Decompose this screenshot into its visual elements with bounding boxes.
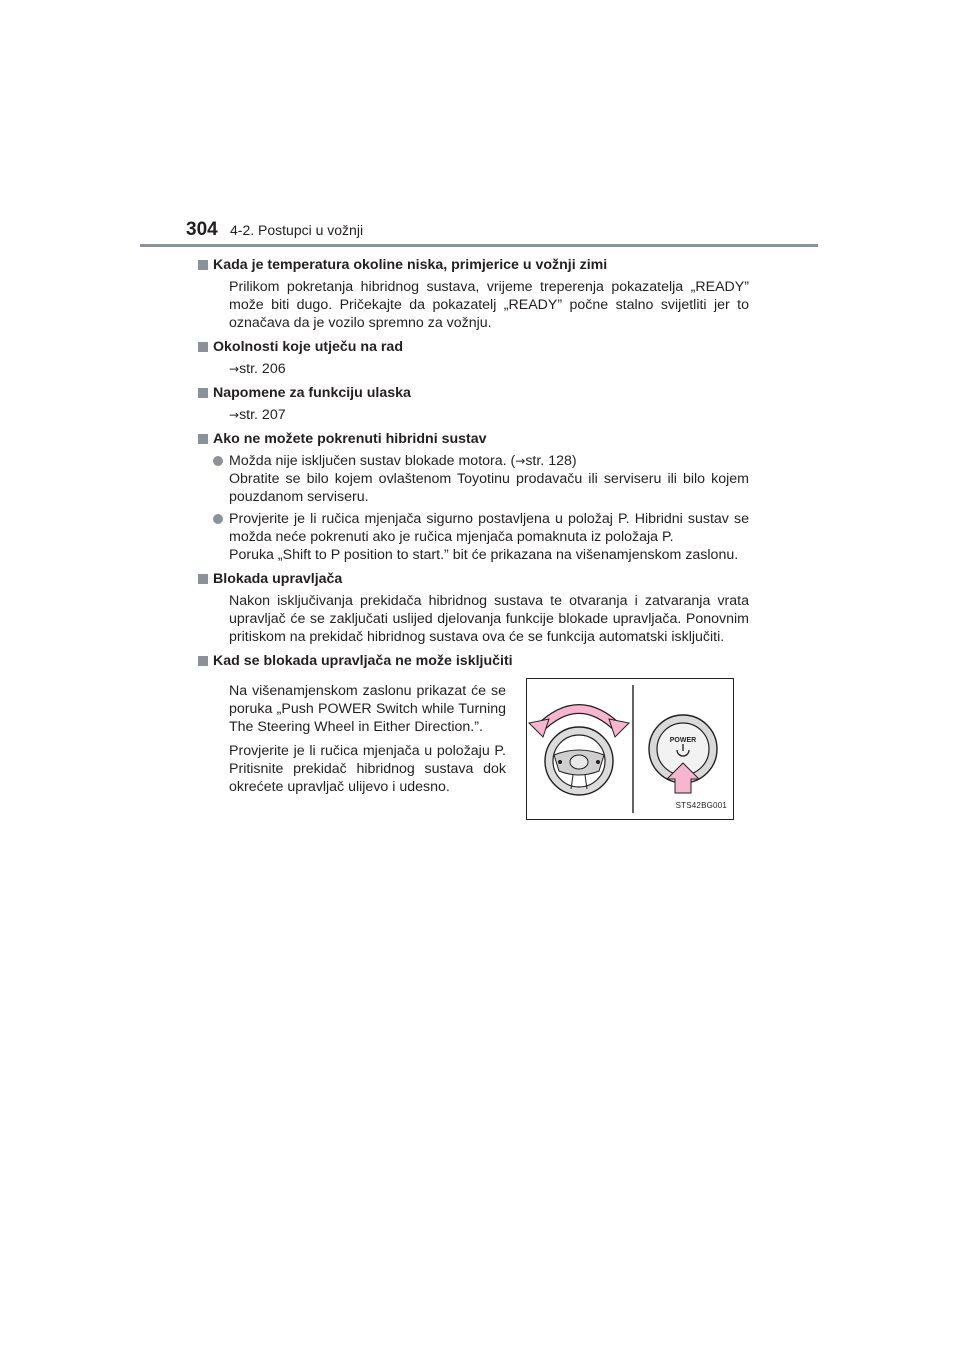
square-bullet-icon [198,342,208,352]
page-reference: →str. 206 [229,361,286,377]
page-number: 304 [186,219,218,240]
section-body-with-figure [213,674,749,824]
figure-code: STS42BG001 [675,801,727,810]
square-bullet-icon [198,388,208,398]
section-body: Na višenamjenskom zaslonu prikazat će se poruka „Push POWER Switch while Turning The Steering Wheel in Either Direction.”. Provjerite je li ručica mjenjača u položaju P. Pritisnite prekidač hibridnog sustava dok okrećete upravljač ulijevo i udesno. [229,683,506,795]
bullet-list [213,452,749,564]
page-reference: →str. 207 [229,407,286,423]
section-heading: Okolnosti koje utječu na rad [213,338,749,356]
power-label: POWER [669,737,697,744]
square-bullet-icon [198,434,208,444]
section-body: Prilikom pokretanja hibridnog sustava, vrijeme treperenja pokazatelja „READY” može biti dugo. Pričekajte da pokazatelj „READY” počne stalno svijetliti jer to označava da je vozilo spremno za vožnju. [229,279,749,331]
round-bullet-icon [213,514,223,524]
square-bullet-icon [198,260,208,270]
arrow-right-icon: → [515,454,526,468]
arrow-right-icon: → [229,408,240,422]
section-heading: Ako ne možete pokrenuti hibridni sustav [213,430,749,448]
list-item: Možda nije isključen sustav blokade motora. (→str. 128) Obratite se bilo kojem ovlaštenom Toyotinu prodavaču ili serviseru ili bilo kojem pouzdanom serviseru. [213,452,749,506]
section-title: 4-2. Postupci u vožnji [230,222,364,238]
section-heading: Blokada upravljača [213,570,749,588]
list-item: Provjerite je li ručica mjenjača sigurno postavljena u položaj P. Hibridni sustav se možda neće pokrenuti ako je ručica mjenjača pomaknuta iz položaja P. Poruka „Shift to P position to start.” bit će prikazana na višenamjenskom zaslonu. [213,510,749,564]
round-bullet-icon [213,456,223,466]
section-heading: Kad se blokada upravljača ne može isključiti [213,652,749,670]
steering-wheel-icon [545,727,613,795]
steering-power-illustration [526,678,734,820]
section-heading: Kada je temperatura okoline niska, primjerice u vožnji zimi [213,256,749,274]
arrow-right-icon: → [229,362,240,376]
header-rule [140,244,818,247]
square-bullet-icon [198,656,208,666]
section-body: Nakon isključivanja prekidača hibridnog sustava te otvaranja i zatvaranja vrata upravljač će se zaključati uslijed djelovanja funkcije blokade upravljača. Ponovnim pritiskom na prekidač hibridnog sustava ova će se funkcija automatski isključiti. [229,593,749,645]
page-content [213,256,749,824]
square-bullet-icon [198,574,208,584]
section-heading: Napomene za funkciju ulaska [213,384,749,402]
